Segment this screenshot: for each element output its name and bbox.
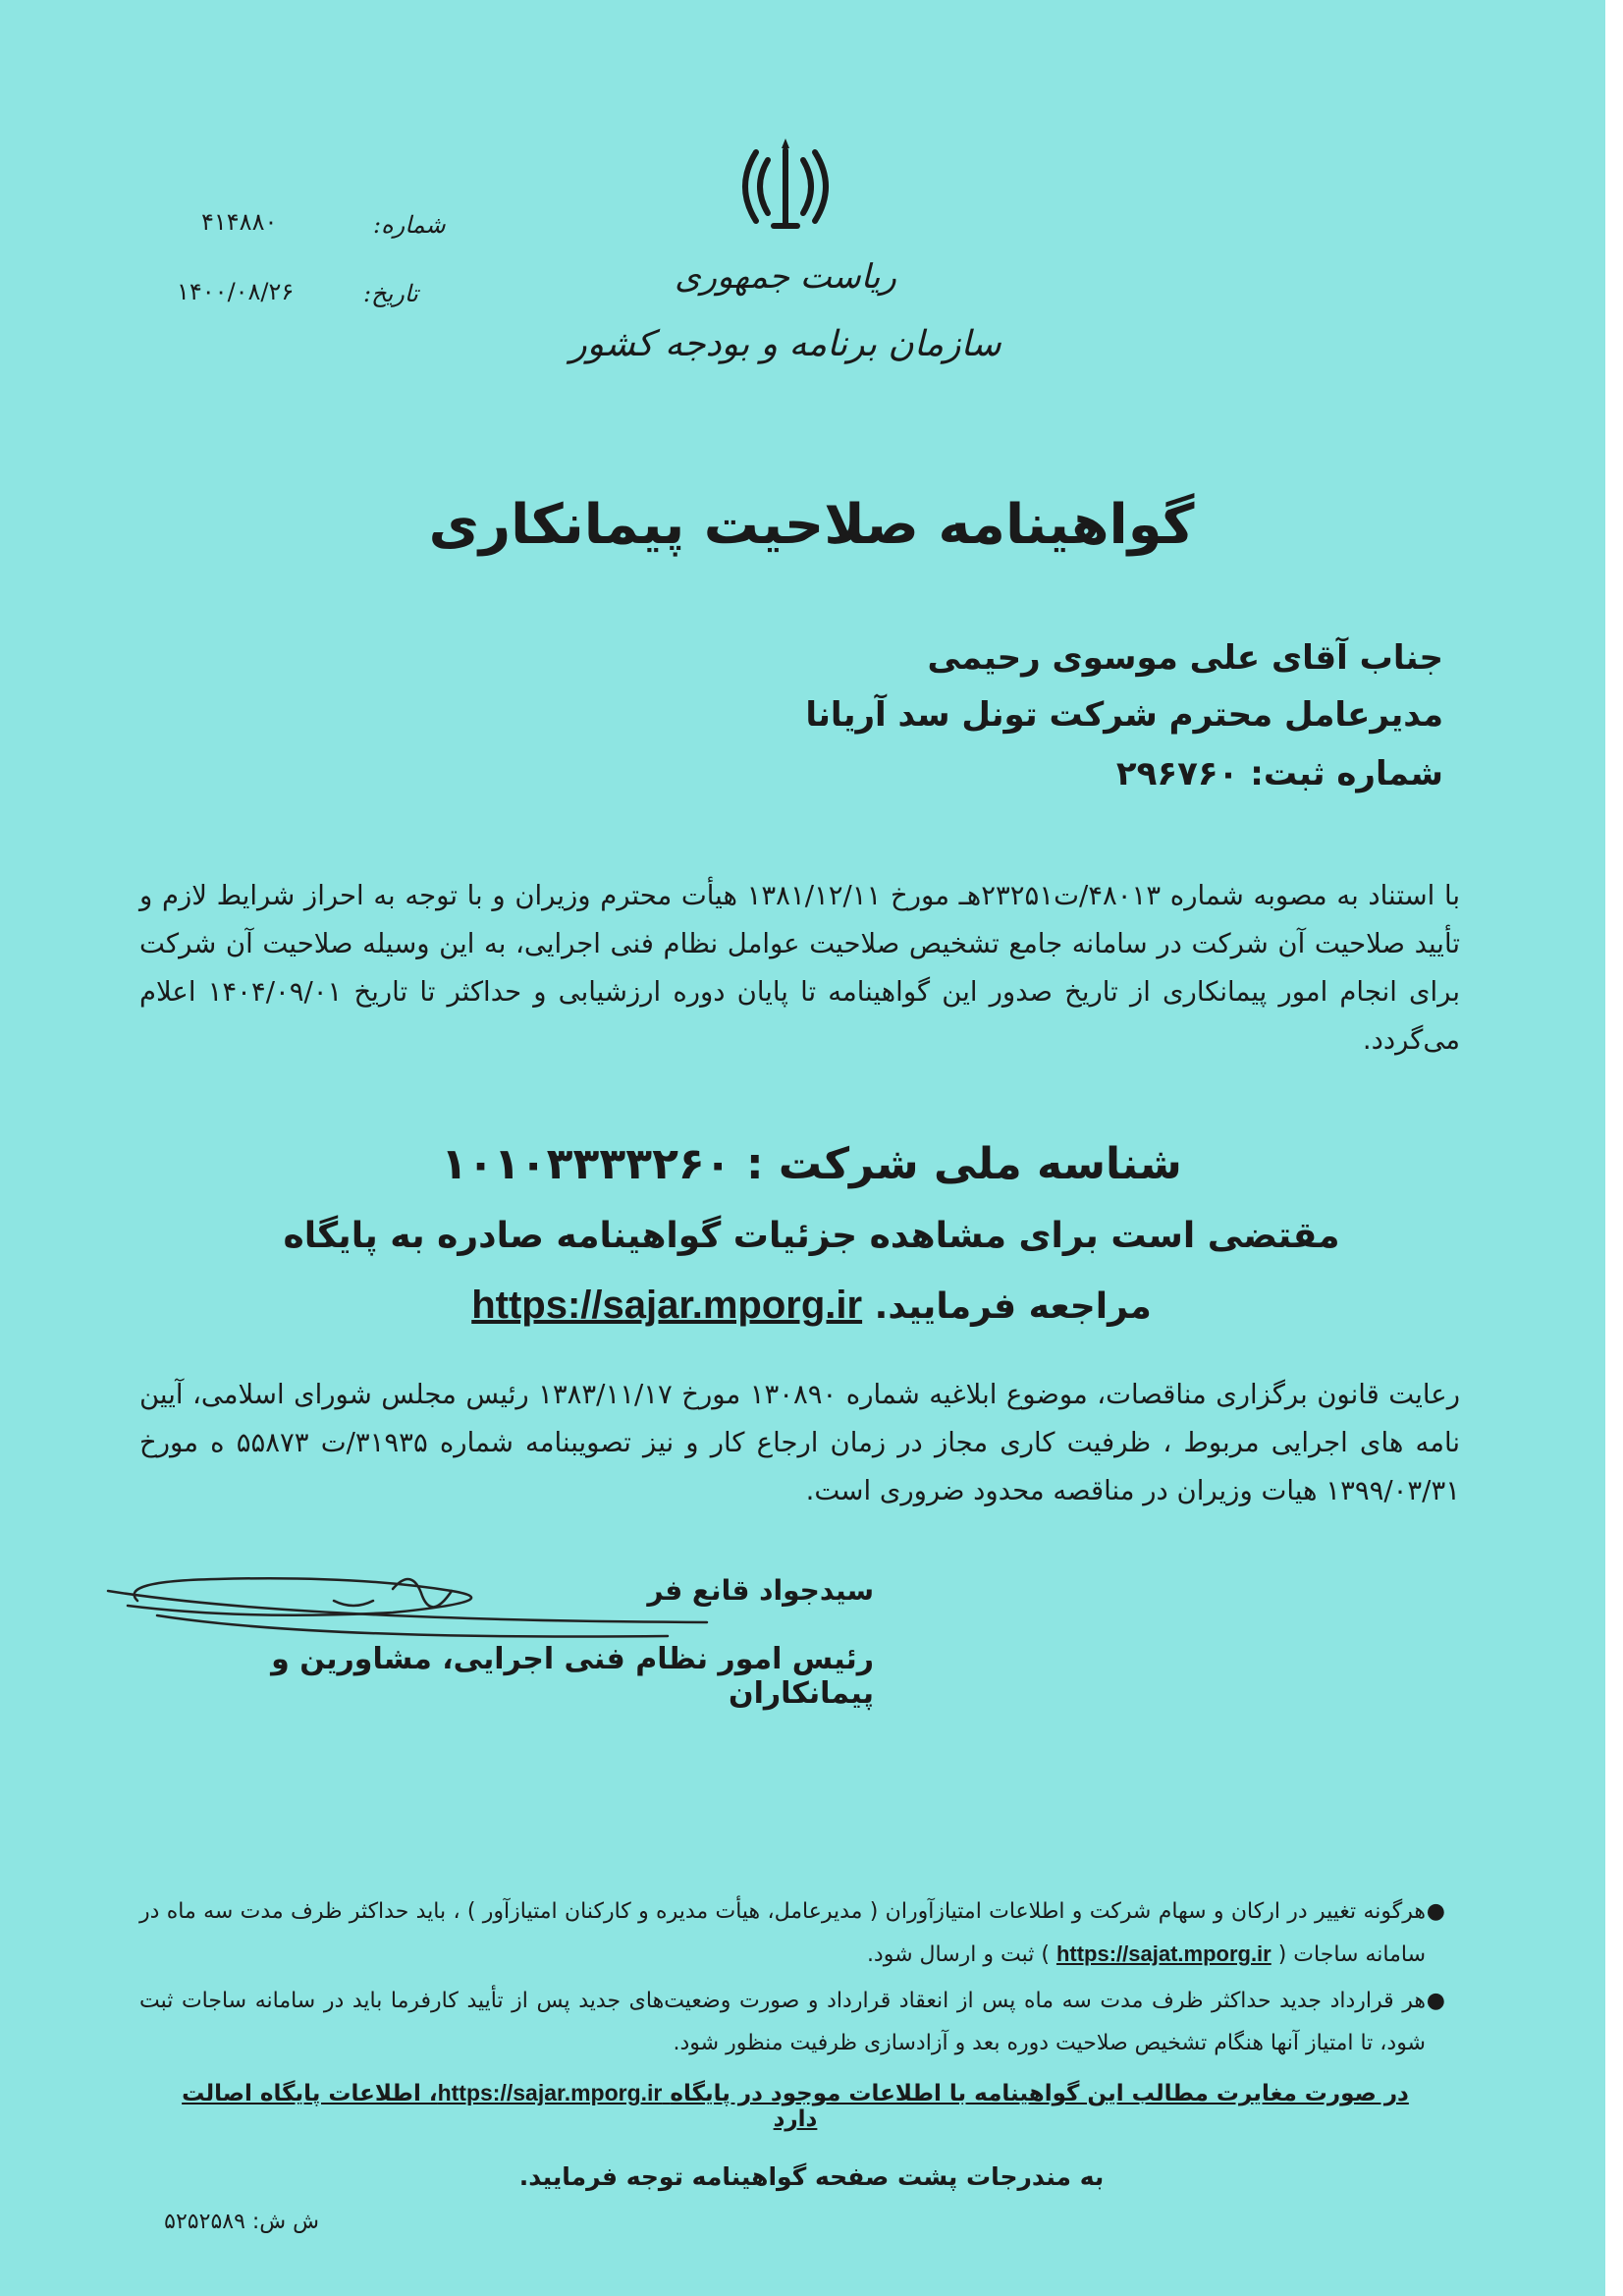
addressee-company: مدیرعامل محترم شرکت تونل سد آریانا [805,695,1443,735]
certification-paragraph: با استناد به مصوبه شماره ۴۸۰۱۳/ت۲۳۲۵۱هـ مورخ ۱۳۸۱/۱۲/۱۱ هیأت محترم وزیران و با توجه به احراز شرایط لازم و تأیید صلاحیت آن شرکت در سامانه جامع تشخیص صلاحیت عوامل نظام فنی اجرایی، به این وسیله صلاحیت آن شرکت برای انجام امور پیمانکاری از تاریخ صدور این گواهینامه تا پایان دوره ارزشیابی و حداکثر تا تاریخ ۱۴۰۴/۰۹/۰۱ اعلام می‌گردد. [139,880,1461,1056]
letter-date-label: تاریخ: [363,280,418,307]
national-id: شناسه ملی شرکت : ۱۰۱۰۳۳۳۳۲۶۰ [441,1139,1182,1189]
addressee-name: جناب آقای علی موسوی رحیمی [927,638,1443,678]
site-note-suffix: مراجعه فرمایید. [874,1286,1152,1327]
site-note-line2 [196,1284,1427,1328]
org-presidency: ریاست جمهوری [675,257,896,297]
sajat-link[interactable]: https://sajat.mporg.ir [1055,1941,1271,1966]
site-note-line1: مقتضی است برای مشاهده جزئیات گواهینامه صادره به پایگاه [283,1216,1340,1256]
warning-link[interactable]: https://sajar.mporg.ir [437,2080,663,2105]
registration-number: شماره ثبت: ۲۹۶۷۶۰ [1115,754,1443,793]
note-item: ● هرگونه تغییر در ارکان و سهام شرکت و اطلاعات امتیازآوران ( مدیرعامل، هیأت مدیره و کارکنان امتیازآور ) ، باید حداکثر ظرف مدت سه ماه در سامانه ساجات ( https://sajat.mporg.ir ) ثبت و ارسال شود. [139,1890,1445,1976]
signatory-role: رئیس امور نظام فنی اجرایی، مشاورین و پیمانکاران [271,1642,874,1711]
signatory-name: سیدجواد قانع فر [647,1574,874,1607]
sajar-link[interactable]: https://sajar.mporg.ir [471,1284,863,1327]
back-page-note: به مندرجات پشت صفحه گواهینامه توجه فرمایید. [518,2162,1105,2191]
certificate-title: گواهینامه صلاحیت پیمانکاری [428,493,1195,557]
compliance-paragraph: رعایت قانون برگزاری مناقصات، موضوع ابلاغیه شماره ۱۳۰۸۹۰ مورخ ۱۳۸۳/۱۱/۱۷ رئیس مجلس شورای اسلامی، آیین نامه های اجرایی مربوط ، ظرفیت کاری مجاز در زمان ارجاع کار و نیز تصویبنامه شماره ۳۱۹۳۵/ت ۵۵۸۷۳ ه مورخ ۱۳۹۹/۰۳/۳۱ هیات وزیران در مناقصه محدود ضروری است. [139,1379,1460,1506]
letter-number-label: شماره: [373,211,446,239]
letter-number-value: ۴۱۴۸۸۰ [201,208,278,236]
serial-number: ش ش: ۵۲۵۲۵۸۹ [164,2210,319,2234]
letter-date-value: ۱۴۰۰/۰۸/۲۶ [177,278,295,305]
bullet-icon: ● [1426,1899,1445,1924]
bullet-icon: ● [1426,1989,1445,2013]
notes-list [139,1890,1445,2064]
note-item: ● هر قرارداد جدید حداکثر ظرف مدت سه ماه پس از انعقاد قرارداد و صورت وضعیت‌های جدید پس از تأیید کارفرما باید در سامانه ساجات ثبت شود، تا امتیاز آنها هنگام تشخیص صلاحیت دوره بعد و آزادسازی ظرفیت منظور شود. [139,1980,1445,2064]
iran-emblem-logo [727,133,844,241]
authenticity-warning: در صورت مغایرت مطالب این گواهینامه با اطلاعات موجود در پایگاه https://sajar.mporg.ir، اطلاعات پایگاه اصالت دارد [182,2080,1409,2132]
org-name: سازمان برنامه و بودجه کشور [569,324,1001,364]
